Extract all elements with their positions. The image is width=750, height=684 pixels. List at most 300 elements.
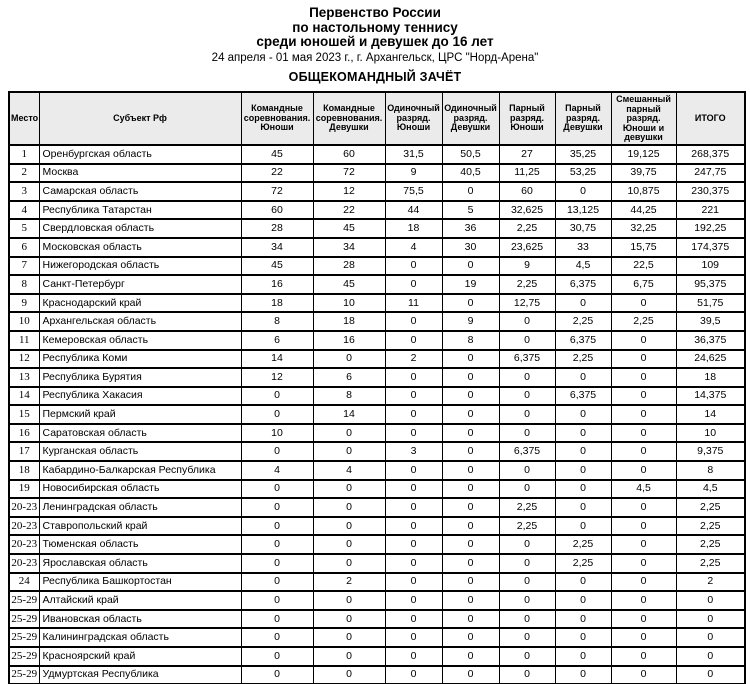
score-cell: 0 <box>385 628 442 647</box>
score-cell: 0 <box>442 387 499 406</box>
place-cell: 1 <box>9 145 39 164</box>
region-cell: Ивановская область <box>39 610 241 629</box>
score-cell: 0 <box>555 628 611 647</box>
header-total: ИТОГО <box>676 92 745 145</box>
score-cell: 0 <box>499 312 555 331</box>
score-cell: 0 <box>241 554 313 573</box>
place-cell: 4 <box>9 201 39 220</box>
score-cell: 0 <box>611 647 676 666</box>
header-singles-girls: Одиночный разряд. Девушки <box>442 92 499 145</box>
score-cell: 8 <box>313 387 385 406</box>
score-cell: 0 <box>442 405 499 424</box>
score-cell: 0 <box>442 573 499 592</box>
total-cell: 230,375 <box>676 182 745 201</box>
score-cell: 0 <box>499 387 555 406</box>
score-cell: 19 <box>442 275 499 294</box>
score-cell: 9 <box>442 312 499 331</box>
total-cell: 2,25 <box>676 517 745 536</box>
score-cell: 2,25 <box>611 312 676 331</box>
score-cell: 0 <box>611 535 676 554</box>
score-cell: 14 <box>313 405 385 424</box>
score-cell: 0 <box>313 610 385 629</box>
score-cell: 33 <box>555 238 611 257</box>
score-cell: 6,75 <box>611 275 676 294</box>
table-row <box>9 610 745 629</box>
score-cell: 0 <box>442 647 499 666</box>
score-cell: 0 <box>442 610 499 629</box>
score-cell: 0 <box>611 498 676 517</box>
score-cell: 0 <box>611 461 676 480</box>
score-cell: 75,5 <box>385 182 442 201</box>
score-cell: 0 <box>555 517 611 536</box>
score-cell: 0 <box>611 424 676 443</box>
score-cell: 4 <box>313 461 385 480</box>
score-cell: 9 <box>499 257 555 276</box>
score-cell: 60 <box>313 145 385 164</box>
place-cell: 2 <box>9 164 39 183</box>
score-cell: 23,625 <box>499 238 555 257</box>
score-cell: 3 <box>385 442 442 461</box>
table-row <box>9 331 745 350</box>
score-cell: 0 <box>442 628 499 647</box>
table-row <box>9 591 745 610</box>
score-cell: 0 <box>611 591 676 610</box>
region-cell: Тюменская область <box>39 535 241 554</box>
score-cell: 0 <box>555 294 611 313</box>
place-cell: 9 <box>9 294 39 313</box>
table-row <box>9 387 745 406</box>
place-cell: 25-29 <box>9 647 39 666</box>
region-cell: Курганская область <box>39 442 241 461</box>
score-cell: 0 <box>241 442 313 461</box>
score-cell: 2,25 <box>555 350 611 369</box>
score-cell: 0 <box>241 591 313 610</box>
place-cell: 3 <box>9 182 39 201</box>
table-header <box>9 92 745 145</box>
region-cell: Ярославская область <box>39 554 241 573</box>
score-cell: 0 <box>499 480 555 499</box>
score-cell: 0 <box>555 368 611 387</box>
region-cell: Ставропольский край <box>39 517 241 536</box>
title-line-1: Первенство России <box>309 5 441 20</box>
table-row <box>9 535 745 554</box>
header-team-boys: Командные соревнования. Юноши <box>241 92 313 145</box>
score-cell: 6,375 <box>555 387 611 406</box>
table-row <box>9 145 745 164</box>
score-cell: 0 <box>611 628 676 647</box>
region-cell: Кабардино-Балкарская Республика <box>39 461 241 480</box>
score-cell: 0 <box>313 424 385 443</box>
score-cell: 28 <box>241 219 313 238</box>
score-cell: 0 <box>313 591 385 610</box>
table-row <box>9 573 745 592</box>
score-cell: 0 <box>555 424 611 443</box>
results-tbody <box>9 145 745 684</box>
score-cell: 0 <box>385 535 442 554</box>
score-cell: 18 <box>241 294 313 313</box>
score-cell: 50,5 <box>442 145 499 164</box>
region-cell: Республика Башкортостан <box>39 573 241 592</box>
score-cell: 0 <box>555 442 611 461</box>
table-row <box>9 219 745 238</box>
table-row <box>9 182 745 201</box>
score-cell: 0 <box>442 554 499 573</box>
score-cell: 0 <box>442 480 499 499</box>
place-cell: 25-29 <box>9 591 39 610</box>
region-cell: Пермский край <box>39 405 241 424</box>
score-cell: 0 <box>313 517 385 536</box>
table-row <box>9 498 745 517</box>
region-cell: Самарская область <box>39 182 241 201</box>
score-cell: 0 <box>611 442 676 461</box>
score-cell: 22 <box>313 201 385 220</box>
place-cell: 7 <box>9 257 39 276</box>
total-cell: 14,375 <box>676 387 745 406</box>
total-cell: 0 <box>676 666 745 684</box>
place-cell: 14 <box>9 387 39 406</box>
event-date-location: 24 апреля - 01 мая 2023 г., г. Архангельск, ЦРС "Норд-Арена" <box>211 51 539 64</box>
table-row <box>9 517 745 536</box>
total-cell: 0 <box>676 647 745 666</box>
score-cell: 0 <box>385 461 442 480</box>
table-row <box>9 368 745 387</box>
table-row <box>9 554 745 573</box>
place-cell: 17 <box>9 442 39 461</box>
score-cell: 2,25 <box>499 275 555 294</box>
score-cell: 0 <box>611 294 676 313</box>
table-row <box>9 405 745 424</box>
score-cell: 0 <box>385 312 442 331</box>
score-cell: 0 <box>555 666 611 684</box>
score-cell: 0 <box>241 666 313 684</box>
score-cell: 12 <box>313 182 385 201</box>
score-cell: 2,25 <box>499 498 555 517</box>
title-line-2: по настольному теннису <box>292 19 458 35</box>
score-cell: 0 <box>499 535 555 554</box>
score-cell: 0 <box>611 350 676 369</box>
header-row <box>9 92 745 145</box>
place-cell: 18 <box>9 461 39 480</box>
place-cell: 20-23 <box>9 517 39 536</box>
score-cell: 10,875 <box>611 182 676 201</box>
place-cell: 20-23 <box>9 554 39 573</box>
score-cell: 0 <box>385 554 442 573</box>
score-cell: 0 <box>313 647 385 666</box>
region-cell: Нижегородская область <box>39 257 241 276</box>
score-cell: 0 <box>313 554 385 573</box>
score-cell: 0 <box>499 591 555 610</box>
score-cell: 0 <box>313 480 385 499</box>
region-cell: Краснодарский край <box>39 294 241 313</box>
score-cell: 4,5 <box>611 480 676 499</box>
table-row <box>9 461 745 480</box>
score-cell: 0 <box>442 350 499 369</box>
total-cell: 247,75 <box>676 164 745 183</box>
score-cell: 0 <box>313 666 385 684</box>
title-line-3: среди юношей и девушек до 16 лет <box>256 34 494 49</box>
score-cell: 0 <box>499 666 555 684</box>
region-cell: Московская область <box>39 238 241 257</box>
score-cell: 0 <box>241 573 313 592</box>
score-cell: 0 <box>611 368 676 387</box>
score-cell: 22 <box>241 164 313 183</box>
score-cell: 18 <box>313 312 385 331</box>
place-cell: 5 <box>9 219 39 238</box>
score-cell: 0 <box>313 442 385 461</box>
title-block <box>0 0 750 84</box>
total-cell: 9,375 <box>676 442 745 461</box>
table-row <box>9 666 745 684</box>
score-cell: 0 <box>385 517 442 536</box>
score-cell: 32,625 <box>499 201 555 220</box>
score-cell: 0 <box>385 257 442 276</box>
score-cell: 0 <box>442 182 499 201</box>
score-cell: 0 <box>385 647 442 666</box>
score-cell: 16 <box>313 331 385 350</box>
score-cell: 19,125 <box>611 145 676 164</box>
score-cell: 0 <box>611 610 676 629</box>
header-doubles-girls: Парный разряд. Девушки <box>555 92 611 145</box>
header-singles-boys: Одиночный разряд. Юноши <box>385 92 442 145</box>
score-cell: 0 <box>555 573 611 592</box>
score-cell: 5 <box>442 201 499 220</box>
score-cell: 34 <box>313 238 385 257</box>
score-cell: 0 <box>611 517 676 536</box>
score-cell: 0 <box>313 350 385 369</box>
score-cell: 2,25 <box>499 517 555 536</box>
score-cell: 8 <box>241 312 313 331</box>
place-cell: 10 <box>9 312 39 331</box>
region-cell: Кемеровская область <box>39 331 241 350</box>
header-team-girls: Командные соревнования. Девушки <box>313 92 385 145</box>
score-cell: 30 <box>442 238 499 257</box>
total-cell: 2,25 <box>676 498 745 517</box>
table-row <box>9 201 745 220</box>
region-cell: Ленинградская область <box>39 498 241 517</box>
score-cell: 0 <box>611 331 676 350</box>
score-cell: 45 <box>313 219 385 238</box>
score-cell: 72 <box>313 164 385 183</box>
total-cell: 14 <box>676 405 745 424</box>
score-cell: 0 <box>385 610 442 629</box>
place-cell: 20-23 <box>9 535 39 554</box>
score-cell: 45 <box>241 145 313 164</box>
region-cell: Калининградская область <box>39 628 241 647</box>
total-cell: 2 <box>676 573 745 592</box>
score-cell: 28 <box>313 257 385 276</box>
place-cell: 19 <box>9 480 39 499</box>
score-cell: 72 <box>241 182 313 201</box>
score-cell: 45 <box>313 275 385 294</box>
total-cell: 0 <box>676 628 745 647</box>
score-cell: 0 <box>555 610 611 629</box>
score-cell: 6 <box>241 331 313 350</box>
score-cell: 0 <box>555 591 611 610</box>
score-cell: 0 <box>499 461 555 480</box>
score-cell: 4 <box>241 461 313 480</box>
header-mixed-doubles: Смешанный парный разряд. Юноши и девушки <box>611 92 676 145</box>
score-cell: 0 <box>442 591 499 610</box>
score-cell: 0 <box>313 498 385 517</box>
total-cell: 109 <box>676 257 745 276</box>
score-cell: 6,375 <box>499 442 555 461</box>
score-cell: 0 <box>555 405 611 424</box>
score-cell: 10 <box>313 294 385 313</box>
score-cell: 60 <box>499 182 555 201</box>
score-cell: 11 <box>385 294 442 313</box>
region-cell: Республика Татарстан <box>39 201 241 220</box>
score-cell: 10 <box>241 424 313 443</box>
score-cell: 0 <box>499 368 555 387</box>
region-cell: Удмуртская Республика <box>39 666 241 684</box>
score-cell: 0 <box>385 666 442 684</box>
score-cell: 14 <box>241 350 313 369</box>
score-cell: 13,125 <box>555 201 611 220</box>
region-cell: Новосибирская область <box>39 480 241 499</box>
score-cell: 30,75 <box>555 219 611 238</box>
table-row <box>9 164 745 183</box>
total-cell: 10 <box>676 424 745 443</box>
score-cell: 0 <box>385 331 442 350</box>
score-cell: 0 <box>499 647 555 666</box>
page-subtitle: ОБЩЕКОМАНДНЫЙ ЗАЧЁТ <box>288 69 462 84</box>
score-cell: 0 <box>611 387 676 406</box>
total-cell: 8 <box>676 461 745 480</box>
score-cell: 2 <box>385 350 442 369</box>
score-cell: 2,25 <box>555 535 611 554</box>
score-cell: 34 <box>241 238 313 257</box>
table-row <box>9 312 745 331</box>
score-cell: 44 <box>385 201 442 220</box>
score-cell: 27 <box>499 145 555 164</box>
region-cell: Республика Бурятия <box>39 368 241 387</box>
total-cell: 0 <box>676 610 745 629</box>
score-cell: 0 <box>442 368 499 387</box>
region-cell: Алтайский край <box>39 591 241 610</box>
score-cell: 4,5 <box>555 257 611 276</box>
score-cell: 0 <box>313 628 385 647</box>
score-cell: 4 <box>385 238 442 257</box>
score-cell: 0 <box>499 573 555 592</box>
place-cell: 24 <box>9 573 39 592</box>
score-cell: 6,375 <box>555 275 611 294</box>
score-cell: 35,25 <box>555 145 611 164</box>
score-cell: 16 <box>241 275 313 294</box>
score-cell: 0 <box>611 554 676 573</box>
place-cell: 20-23 <box>9 498 39 517</box>
total-cell: 221 <box>676 201 745 220</box>
total-cell: 4,5 <box>676 480 745 499</box>
region-cell: Республика Коми <box>39 350 241 369</box>
score-cell: 40,5 <box>442 164 499 183</box>
score-cell: 60 <box>241 201 313 220</box>
place-cell: 15 <box>9 405 39 424</box>
score-cell: 44,25 <box>611 201 676 220</box>
score-cell: 8 <box>442 331 499 350</box>
score-cell: 0 <box>611 573 676 592</box>
score-cell: 0 <box>385 424 442 443</box>
score-cell: 0 <box>555 647 611 666</box>
table-row <box>9 257 745 276</box>
score-cell: 0 <box>385 480 442 499</box>
region-cell: Саратовская область <box>39 424 241 443</box>
score-cell: 0 <box>241 628 313 647</box>
score-cell: 0 <box>442 461 499 480</box>
total-cell: 95,375 <box>676 275 745 294</box>
score-cell: 9 <box>385 164 442 183</box>
score-cell: 2,25 <box>555 312 611 331</box>
score-cell: 6,375 <box>555 331 611 350</box>
place-cell: 6 <box>9 238 39 257</box>
total-cell: 0 <box>676 591 745 610</box>
score-cell: 45 <box>241 257 313 276</box>
place-cell: 11 <box>9 331 39 350</box>
score-cell: 36 <box>442 219 499 238</box>
score-cell: 31,5 <box>385 145 442 164</box>
score-cell: 0 <box>499 628 555 647</box>
region-cell: Республика Хакасия <box>39 387 241 406</box>
score-cell: 0 <box>241 498 313 517</box>
score-cell: 0 <box>499 331 555 350</box>
score-cell: 0 <box>555 182 611 201</box>
total-cell: 18 <box>676 368 745 387</box>
score-cell: 0 <box>499 405 555 424</box>
score-cell: 0 <box>241 517 313 536</box>
score-cell: 2,25 <box>499 219 555 238</box>
total-cell: 174,375 <box>676 238 745 257</box>
region-cell: Красноярский край <box>39 647 241 666</box>
score-cell: 0 <box>499 554 555 573</box>
header-doubles-boys: Парный разряд. Юноши <box>499 92 555 145</box>
score-cell: 0 <box>241 610 313 629</box>
total-cell: 36,375 <box>676 331 745 350</box>
score-cell: 2 <box>313 573 385 592</box>
score-cell: 0 <box>385 405 442 424</box>
place-cell: 25-29 <box>9 666 39 684</box>
table-row <box>9 350 745 369</box>
total-cell: 2,25 <box>676 554 745 573</box>
score-cell: 0 <box>555 480 611 499</box>
score-cell: 22,5 <box>611 257 676 276</box>
score-cell: 18 <box>385 219 442 238</box>
overall-standings-table <box>8 91 746 684</box>
score-cell: 0 <box>555 498 611 517</box>
score-cell: 32,25 <box>611 219 676 238</box>
total-cell: 2,25 <box>676 535 745 554</box>
score-cell: 0 <box>385 498 442 517</box>
region-cell: Оренбургская область <box>39 145 241 164</box>
score-cell: 2,25 <box>555 554 611 573</box>
score-cell: 39,75 <box>611 164 676 183</box>
score-cell: 0 <box>385 275 442 294</box>
score-cell: 6 <box>313 368 385 387</box>
region-cell: Свердловская область <box>39 219 241 238</box>
place-cell: 12 <box>9 350 39 369</box>
table-row <box>9 275 745 294</box>
score-cell: 0 <box>442 535 499 554</box>
score-cell: 0 <box>442 666 499 684</box>
score-cell: 0 <box>611 666 676 684</box>
score-cell: 0 <box>241 387 313 406</box>
score-cell: 11,25 <box>499 164 555 183</box>
score-cell: 0 <box>442 517 499 536</box>
total-cell: 24,625 <box>676 350 745 369</box>
score-cell: 0 <box>313 535 385 554</box>
region-cell: Москва <box>39 164 241 183</box>
score-cell: 15,75 <box>611 238 676 257</box>
place-cell: 8 <box>9 275 39 294</box>
place-cell: 13 <box>9 368 39 387</box>
